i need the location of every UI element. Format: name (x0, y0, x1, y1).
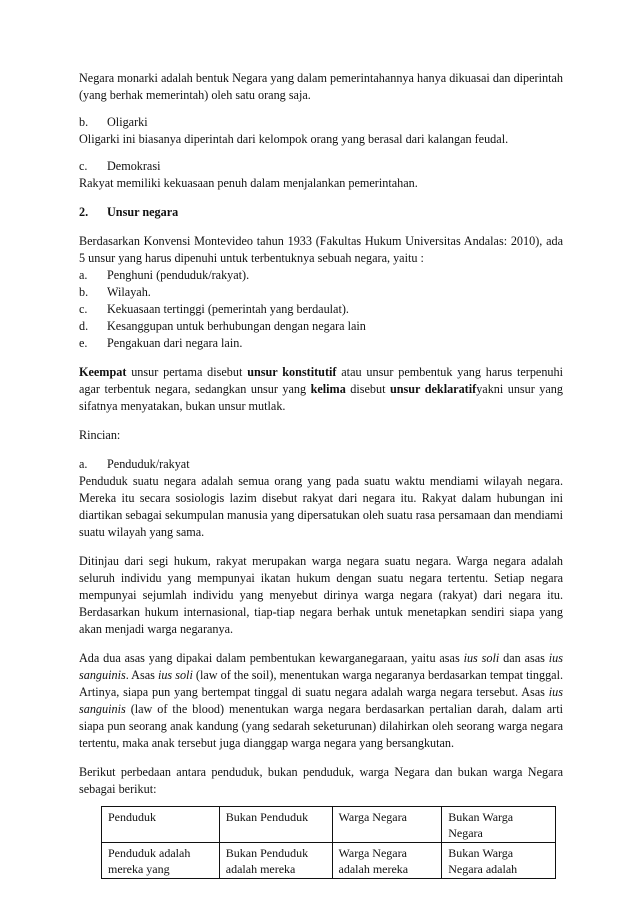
perbedaan-paragraph: Berikut perbedaan antara penduduk, bukan penduduk, warga Negara dan bukan warga Negara sebagai berikut: (79, 765, 563, 796)
list-marker: d. (79, 319, 89, 333)
text-run: dan asas (499, 651, 549, 665)
italic-term: ius soli (157, 668, 193, 682)
text-run: disebut (345, 382, 390, 396)
list-item-penduduk (79, 456, 563, 473)
table-header-cell: Bukan Warga Negara (442, 807, 556, 843)
text-run: atau unsur pembentuk yang harus terpenuhi agar terbentuk negara, sedangkan unsur yang (79, 365, 563, 396)
text-run: Ada dua asas yang dipakai dalam pembentukan kewarganegaraan, yaitu asas (79, 651, 464, 665)
asas-paragraph (79, 650, 563, 752)
table-cell: Bukan Warga Negara adalah (442, 843, 556, 879)
text-run: . Asas (125, 668, 158, 682)
list-marker: b. (79, 115, 89, 129)
list-text: Kesanggupan untuk berhubungan dengan negara lain (107, 319, 366, 333)
text-run: (law of the blood) menentukan warga negara berdasarkan pertalian darah, dalam arti siapa pun seorang anak kandung (yang sedarah seketurunan) dilahirkan oleh seorang warga negara tertentu, maka anak tersebut juga dianggap warga negara yang bersangkutan. (79, 702, 563, 750)
table-header-cell: Penduduk (102, 807, 220, 843)
list-title: Penduduk/rakyat (107, 457, 190, 471)
rincian-label: Rincian: (79, 428, 121, 442)
list-title: Demokrasi (107, 159, 161, 173)
table-header-cell: Bukan Penduduk (219, 807, 332, 843)
list-text: Wilayah. (107, 285, 151, 299)
list-marker: c. (79, 302, 88, 316)
table-cell: Bukan Penduduk adalah mereka (219, 843, 332, 879)
table-cell: Penduduk adalah mereka yang (102, 843, 220, 879)
bold-term: unsur deklaratif (389, 382, 477, 396)
italic-term: ius soli (463, 651, 500, 665)
text-run: unsur pertama disebut (126, 365, 248, 379)
hukum-paragraph: Ditinjau dari segi hukum, rakyat merupakan warga negara suatu negara. Warga negara adalah seluruh individu yang mempunyai ikatan hukum dengan suatu negara tertentu. Setiap negara mempunyai sejumlah individu yang menyebut dirinya warga negara (rakyat) dari negara itu. Berdasarkan hukum internasional, tiap-tiap negara berhak untuk menetapkan sendiri siapa yang akan menjadi warga negaranya. (79, 554, 563, 636)
table-header-row (102, 807, 556, 843)
list-item (79, 267, 563, 284)
italic-term: ius sanguinis (79, 685, 563, 716)
intro-paragraph: Negara monarki adalah bentuk Negara yang dalam pemerintahannya hanya dikuasai dan diperintah (yang berhak memerintah) oleh satu orang saja. (79, 71, 563, 102)
section-title: Unsur negara (107, 205, 179, 219)
table-header-cell: Warga Negara (332, 807, 442, 843)
list-item (79, 301, 563, 318)
bold-term: kelima (310, 382, 346, 396)
text-run: (law of the soil), menentukan warga negaranya berdasarkan tempat tinggal. Artinya, siapa pun yang bertempat tinggal di suatu negara adalah warga negara tersebut. Asas (79, 668, 563, 699)
list-marker: a. (79, 457, 88, 471)
list-text: Pengakuan dari negara lain. (107, 336, 243, 350)
table-row (102, 843, 556, 879)
bold-term: Keempat (79, 365, 127, 379)
list-item-demokrasi (79, 158, 563, 175)
comparison-table (101, 806, 556, 879)
list-marker: a. (79, 268, 88, 282)
oligarki-description: Oligarki ini biasanya diperintah dari kelompok orang yang berasal dari kalangan feudal. (79, 132, 509, 146)
list-item (79, 318, 563, 335)
konvensi-paragraph: Berdasarkan Konvensi Montevideo tahun 1933 (Fakultas Hukum Universitas Andalas: 2010), ada 5 unsur yang harus dipenuhi untuk terbentuknya sebuah negara, yaitu : (79, 234, 563, 265)
bold-term: unsur konstitutif (247, 365, 337, 379)
penduduk-description: Penduduk suatu negara adalah semua orang yang pada suatu waktu mendiami wilayah negara. Mereka itu secara sosiologis lazim disebut rakyat dari negara itu. Rakyat dalam hubungan ini diartikan sebagai sekumpulan manusia yang dipersatukan oleh suatu rasa persamaan dan mendiami suatu wilayah yang sama. (79, 474, 563, 539)
text-run: yakni unsur yang sifatnya menyatakan, bukan unsur mutlak. (79, 382, 563, 413)
list-text: Penghuni (penduduk/rakyat). (107, 268, 250, 282)
demokrasi-description: Rakyat memiliki kekuasaan penuh dalam menjalankan pemerintahan. (79, 176, 418, 190)
list-title: Oligarki (107, 115, 148, 129)
unsur-list (79, 267, 563, 352)
list-marker: b. (79, 285, 89, 299)
list-text: Kekuasaan tertinggi (pemerintah yang berdaulat). (107, 302, 349, 316)
section-heading (79, 204, 563, 221)
list-marker: e. (79, 336, 88, 350)
unsur-paragraph (79, 364, 563, 415)
list-item (79, 284, 563, 301)
section-number: 2. (79, 205, 89, 219)
italic-term: ius sanguinis (79, 651, 563, 682)
list-item-oligarki (79, 114, 563, 131)
table-cell: Warga Negara adalah mereka (332, 843, 442, 879)
document-page (79, 70, 563, 879)
list-item (79, 335, 563, 352)
list-marker: c. (79, 159, 88, 173)
